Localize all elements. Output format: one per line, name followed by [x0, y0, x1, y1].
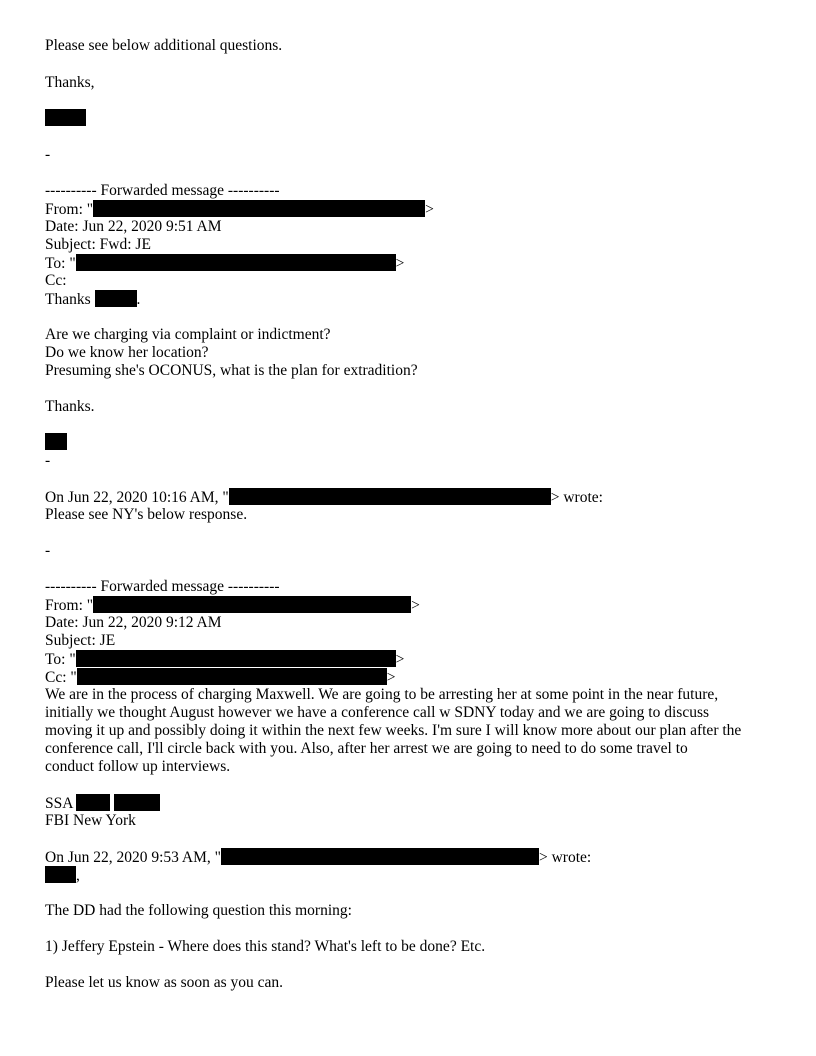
dash-3: -: [45, 542, 51, 559]
to-label: To: ": [45, 255, 76, 272]
thanks-word: Thanks: [45, 291, 91, 308]
wrote-label: > wrote:: [550, 489, 603, 506]
redacted-email: [76, 650, 396, 667]
redacted-email: [93, 200, 425, 217]
redacted-name: [114, 794, 160, 811]
from-line-2: [45, 596, 420, 615]
subject-line-1: Subject: Fwd: JE: [45, 236, 151, 253]
intro-dash: -: [45, 146, 51, 163]
question-2: Do we know her location?: [45, 344, 209, 361]
from-line-1: [45, 200, 434, 219]
thanks-2: Thanks.: [45, 398, 95, 415]
body-line: We are in the process of charging Maxwell. We are going to be arresting her at some point in the near future,: [45, 686, 719, 703]
redacted-email: [93, 596, 411, 613]
from-label: From: ": [45, 201, 94, 218]
addr-close: >: [411, 597, 420, 614]
wrote-label: > wrote:: [538, 849, 592, 866]
thanks-period: .: [136, 291, 141, 308]
signature-org: FBI New York: [45, 812, 136, 829]
redacted-signature: [45, 109, 86, 128]
redacted-email: [76, 254, 396, 271]
to-line-1: [45, 254, 404, 273]
message-body: [45, 686, 775, 776]
dash-2: -: [45, 452, 51, 469]
date-line-2: Date: Jun 22, 2020 9:12 AM: [45, 614, 222, 631]
salutation-comma: ,: [76, 867, 80, 884]
date-line-1: Date: Jun 22, 2020 9:51 AM: [45, 218, 222, 235]
addr-close: >: [386, 669, 396, 686]
to-line-2: [45, 650, 404, 669]
reply-text-1: Please see NY's below response.: [45, 506, 248, 523]
from-label: From: ": [45, 597, 94, 614]
redacted-initials: [45, 433, 67, 452]
thanks-line: [45, 290, 140, 309]
on-line: On Jun 22, 2020 10:16 AM, ": [45, 489, 229, 506]
reply-text-2: The DD had the following question this morning:: [45, 902, 352, 919]
cc-line-2: [45, 668, 395, 687]
redacted-email: [229, 488, 551, 505]
body-line: moving it up and possibly doing it within the next few weeks. I'm sure I will know more about our plan after the: [45, 722, 742, 739]
redacted-email: [77, 668, 387, 685]
addr-close: >: [425, 201, 434, 218]
body-line: conduct follow up interviews.: [45, 758, 231, 775]
redacted-name: [76, 794, 110, 811]
on-line: On Jun 22, 2020 9:53 AM, ": [45, 849, 221, 866]
salutation-line: [45, 866, 80, 885]
sig-title: SSA: [45, 795, 73, 812]
addr-close: >: [395, 255, 405, 272]
reply-text-3: 1) Jeffery Epstein - Where does this stand? What's left to be done? Etc.: [45, 938, 486, 955]
subject-line-2: Subject: JE: [45, 632, 116, 649]
question-1: Are we charging via complaint or indictment?: [45, 326, 331, 343]
cc-line-1: Cc:: [45, 272, 67, 289]
to-label: To: ": [45, 651, 76, 668]
body-line: conference call, I'll circle back with you. Also, after her arrest we are going to need to do some travel to: [45, 740, 688, 757]
redacted-name: [45, 866, 76, 883]
intro-thanks: Thanks,: [45, 74, 95, 91]
addr-close: >: [395, 651, 405, 668]
forward-header-1: ---------- Forwarded message ----------: [45, 182, 280, 199]
reply-header-2: [45, 848, 591, 867]
question-3: Presuming she's OCONUS, what is the plan for extradition?: [45, 362, 418, 379]
cc-label: Cc: ": [45, 669, 77, 686]
reply-header-1: [45, 488, 603, 507]
forward-header-2: ---------- Forwarded message ----------: [45, 578, 280, 595]
body-line: initially we thought August however we have a conference call w SDNY today and we are going to discuss: [45, 704, 710, 721]
intro-text: Please see below additional questions.: [45, 37, 283, 54]
redacted-name: [95, 290, 137, 307]
signature-line: [45, 794, 160, 813]
reply-text-4: Please let us know as soon as you can.: [45, 974, 284, 991]
redacted-email: [221, 848, 539, 865]
